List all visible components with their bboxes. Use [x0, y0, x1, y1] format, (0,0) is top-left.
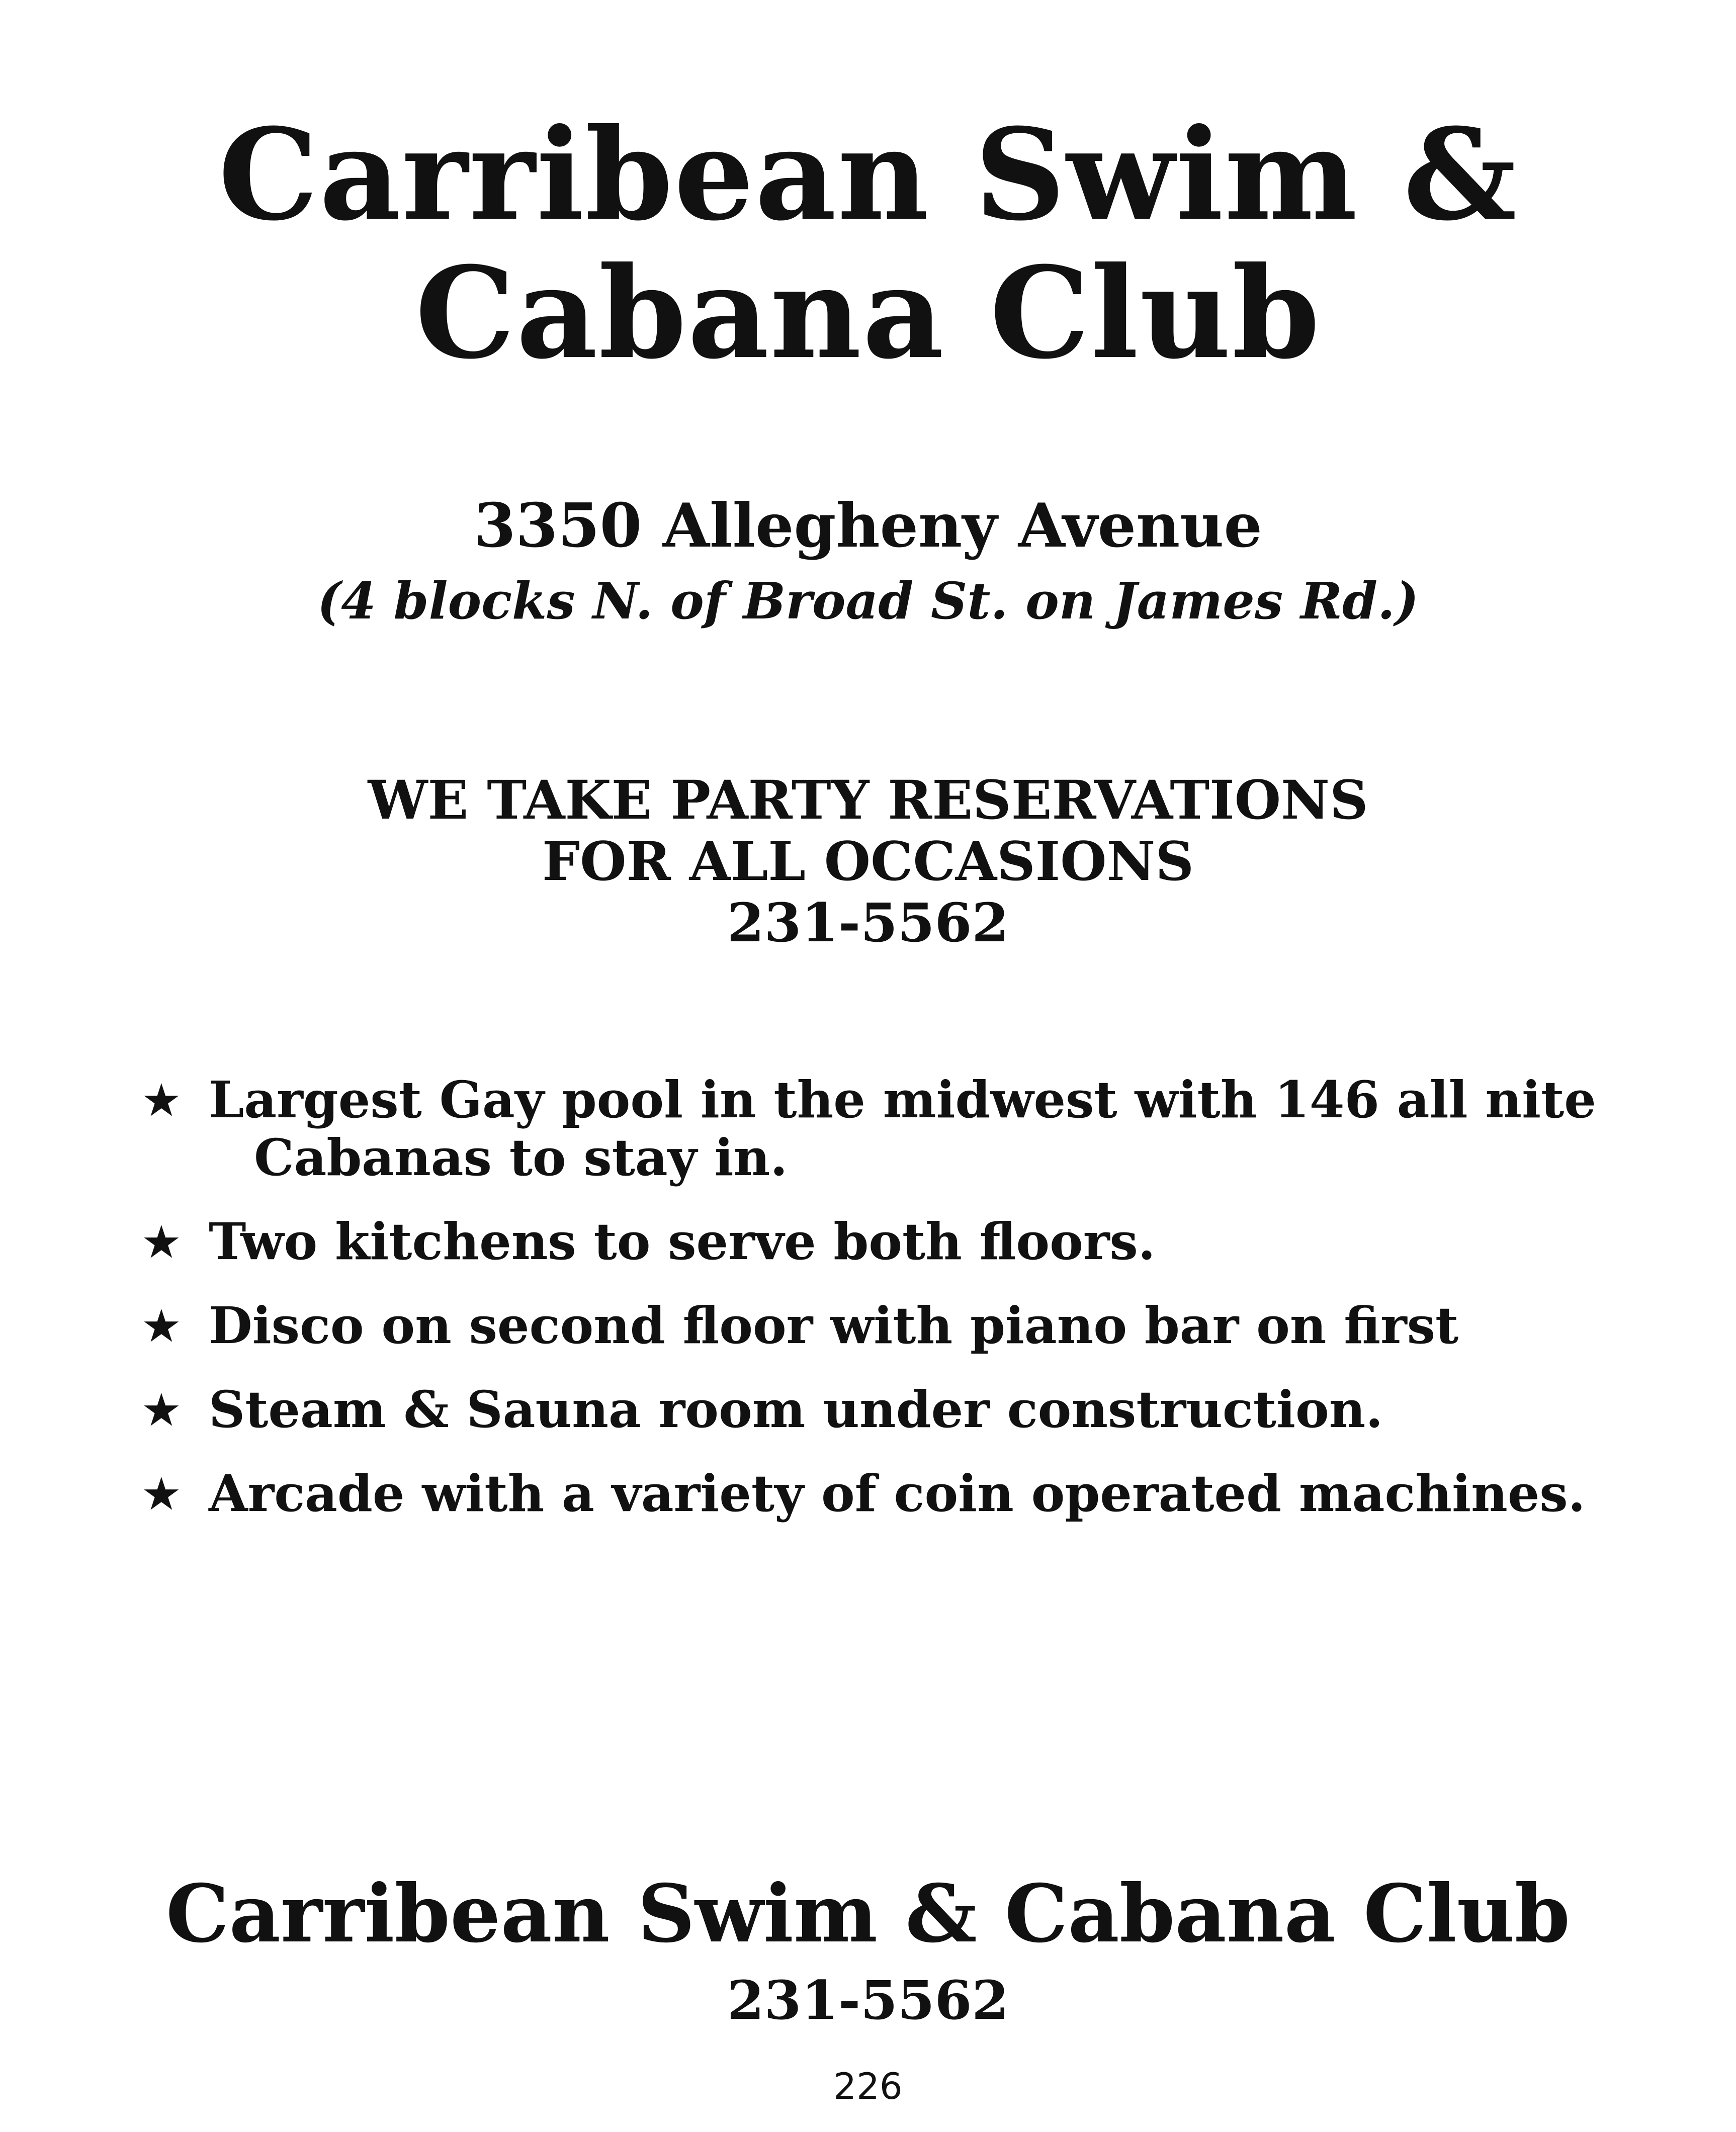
feature-text: Largest Gay pool in the midwest with 146 all nite: [209, 1070, 1596, 1129]
list-item: [143, 1465, 1642, 1523]
star-icon: ★: [143, 1470, 180, 1518]
star-icon: ★: [143, 1218, 180, 1266]
star-icon: ★: [143, 1302, 180, 1350]
main-title-line-2: Cabana Club: [415, 239, 1321, 387]
main-title-line-1: Carribean Swim &: [218, 101, 1518, 248]
reservations-line-1: WE TAKE PARTY RESERVATIONS: [368, 768, 1368, 831]
reservations-line-2: FOR ALL OCCASIONS: [542, 829, 1194, 893]
footer-title: Carribean Swim & Cabana Club: [165, 1868, 1571, 1961]
feature-text-continued: Cabanas to stay in.: [254, 1128, 788, 1187]
main-title: [0, 101, 1736, 387]
directions-note: (4 blocks N. of Broad St. on James Rd.): [317, 571, 1419, 631]
list-item: [143, 1071, 1642, 1187]
feature-text: Two kitchens to serve both floors.: [209, 1212, 1156, 1271]
page-number: 226: [833, 2065, 903, 2107]
star-icon: ★: [143, 1386, 180, 1434]
list-item: [143, 1297, 1642, 1355]
list-item: [143, 1213, 1642, 1271]
star-icon: ★: [143, 1077, 180, 1124]
feature-text: Steam & Sauna room under construction.: [209, 1380, 1383, 1439]
reservations-notice: [0, 769, 1736, 953]
street-address: 3350 Allegheny Avenue: [474, 490, 1262, 561]
list-item: [143, 1381, 1642, 1439]
reservations-phone: 231-5562: [727, 891, 1009, 954]
footer-phone: 231-5562: [727, 1969, 1009, 2031]
feature-text: Disco on second floor with piano bar on first: [209, 1296, 1459, 1355]
feature-text: Arcade with a variety of coin operated machines.: [209, 1464, 1586, 1523]
features-list: [143, 1071, 1642, 1549]
